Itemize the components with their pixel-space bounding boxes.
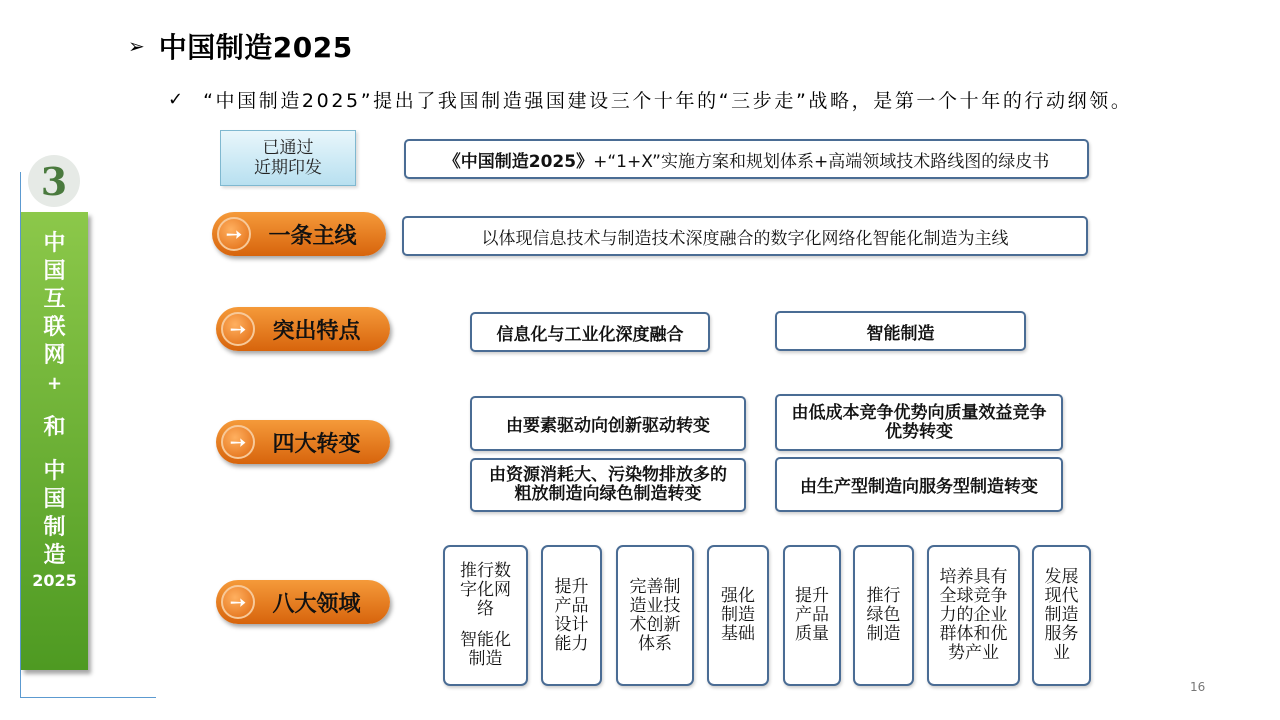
domain-line: 造业技 [629, 595, 681, 616]
sidebar-char: 国 [43, 259, 66, 284]
transformation-box [470, 396, 746, 451]
row-label-text: 突出特点 [272, 318, 361, 344]
domain-line: 制造 [468, 649, 503, 669]
note-line1: 已通过 [262, 138, 314, 158]
sidebar-char: 联 [43, 315, 66, 340]
domain-line: 发展 [1044, 567, 1079, 587]
domain-line: 提升 [795, 586, 829, 606]
domain-line: 制造 [866, 624, 901, 644]
page-number: 16 [1190, 680, 1206, 694]
domain-box [616, 545, 694, 686]
domain-line: 提升 [554, 576, 589, 597]
sidebar-char: 网 [43, 343, 66, 368]
domain-line: 质量 [795, 624, 829, 644]
sidebar-char: 中 [43, 459, 66, 484]
sidebar-plus: + [46, 373, 63, 394]
domain-line: 制造 [721, 605, 755, 625]
domain-line: 术创新 [629, 614, 681, 635]
domain-box [853, 545, 914, 686]
domain-line: 推行 [866, 586, 901, 606]
domain-line: 体系 [638, 633, 672, 654]
feature-box [775, 311, 1026, 351]
domain-line: 群体和优 [939, 624, 1008, 644]
domain-line: 产品 [554, 595, 589, 616]
domain-line: 强化 [721, 586, 755, 606]
transformation-box [775, 457, 1063, 512]
sidebar-char: 国 [43, 487, 66, 512]
feature-box [470, 312, 710, 352]
domain-line: 设计 [554, 614, 589, 635]
domain-box [707, 545, 769, 686]
note-line2: 近期印发 [254, 158, 322, 178]
sidebar-char: 制 [43, 515, 66, 540]
domain-line: 全球竞争 [939, 586, 1008, 606]
plan-box-bold: 《中国制造2025》 [443, 151, 594, 172]
sidebar-year: 2025 [32, 571, 77, 590]
domain-line: 智能化 [460, 630, 511, 650]
transformation-box [775, 394, 1063, 451]
subtitle-text: “中国制造2025”提出了我国制造强国建设三个十年的“三步走”战略，是第一个十年的行动纲领。 [203, 90, 1133, 112]
domain-line: 业 [1053, 643, 1070, 663]
transformation-text: 由生产型制造向服务型制造转变 [800, 477, 1038, 497]
domain-line: 现代 [1044, 586, 1079, 606]
domain-box [927, 545, 1020, 686]
sidebar-char: 造 [43, 543, 66, 568]
right-arrow-icon: ➙ [217, 217, 251, 251]
row-label-main-line [212, 212, 386, 256]
sidebar-char: 中 [43, 231, 66, 256]
transformation-text: 由资源消耗大、污染物排放多的粗放制造向绿色制造转变 [489, 465, 727, 504]
section-number-badge [28, 155, 80, 207]
sidebar-char: 互 [43, 287, 66, 312]
sidebar-green-bar [21, 212, 88, 670]
domain-line: 络 [477, 599, 494, 619]
checkmark-icon: ✓ [168, 89, 184, 110]
plan-box [404, 139, 1089, 179]
domain-box [541, 545, 602, 686]
row-label-domains [216, 580, 390, 624]
domain-line: 产品 [795, 605, 829, 625]
domain-line: 能力 [554, 633, 589, 654]
main-line-box [402, 216, 1088, 256]
transformation-text: 由要素驱动向创新驱动转变 [506, 416, 710, 436]
feature-text: 智能制造 [866, 323, 935, 344]
plan-box-rest: +“1+X”实施方案和规划体系+高端领域技术路线图的绿皮书 [593, 151, 1050, 172]
title-row [128, 26, 353, 66]
domain-line: 完善制 [629, 576, 681, 597]
domain-box [443, 545, 528, 686]
domain-box [1032, 545, 1091, 686]
section-number: 3 [40, 158, 68, 204]
sidebar-and: 和 [43, 415, 66, 440]
row-label-text: 八大领域 [272, 591, 361, 617]
right-arrow-icon: ➙ [221, 312, 255, 346]
domain-line: 字化网 [460, 580, 511, 600]
transformation-box [470, 458, 746, 512]
row-label-text: 四大转变 [272, 431, 361, 457]
page-title: 中国制造2025 [158, 31, 353, 64]
row-label-text: 一条主线 [268, 223, 357, 249]
domain-line: 绿色 [866, 605, 901, 625]
domain-line: 服务 [1044, 624, 1079, 644]
bottom-divider-line [20, 697, 156, 698]
right-arrow-icon: ➙ [221, 425, 255, 459]
row-label-transformations [216, 420, 390, 464]
feature-text: 信息化与工业化深度融合 [496, 324, 684, 345]
domain-line: 力的企业 [939, 605, 1008, 625]
subtitle-row [168, 86, 1132, 113]
domain-line: 势产业 [948, 643, 999, 663]
domain-line: 基础 [721, 624, 755, 644]
domain-line: 推行数 [460, 561, 511, 581]
main-line-text: 以体现信息技术与制造技术深度融合的数字化网络化智能化制造为主线 [481, 228, 1009, 249]
domain-box [783, 545, 841, 686]
row-label-features [216, 307, 390, 351]
arrow-bullet-icon: ➢ [128, 34, 145, 58]
domain-line: 培养具有 [939, 567, 1008, 587]
status-note [220, 130, 356, 186]
domain-line: 制造 [1044, 605, 1079, 625]
right-arrow-icon: ➙ [221, 585, 255, 619]
transformation-text: 由低成本竞争优势向质量效益竞争优势转变 [791, 402, 1047, 442]
